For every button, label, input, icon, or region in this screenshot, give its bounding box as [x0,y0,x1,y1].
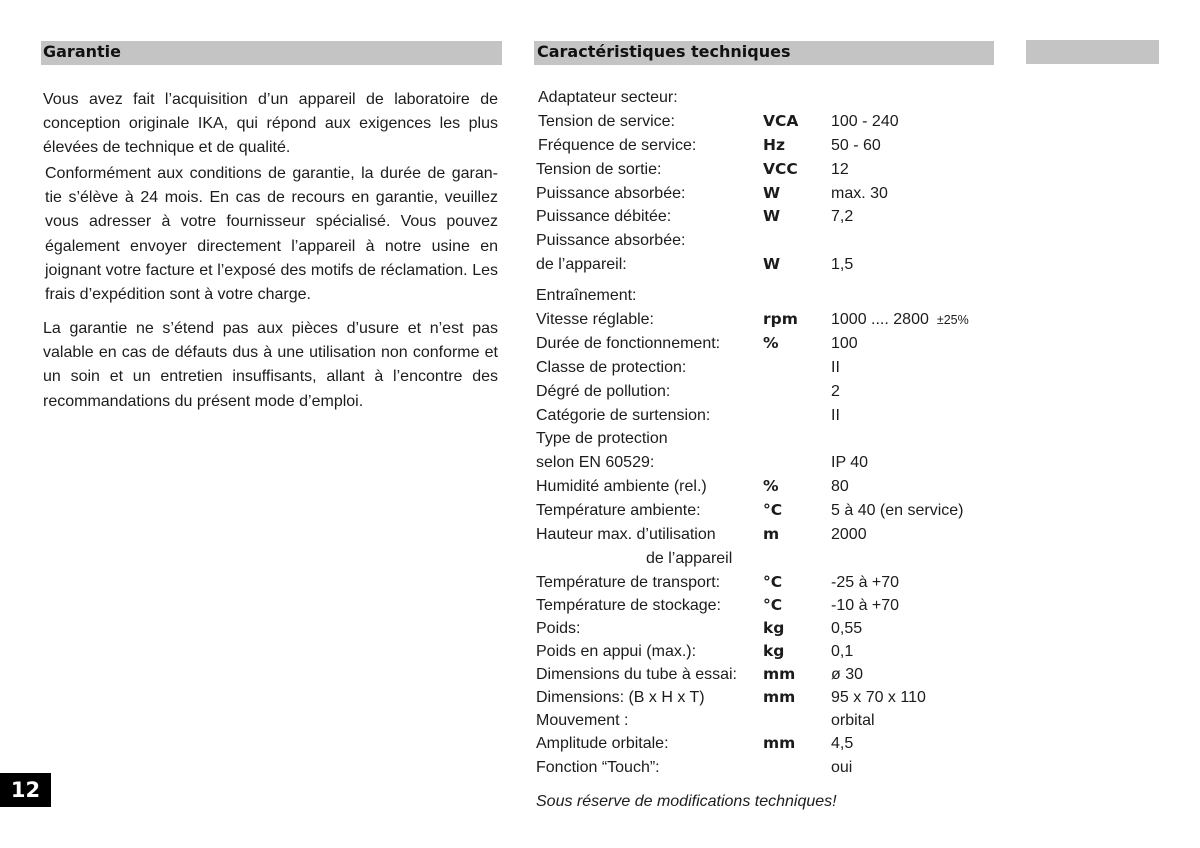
page-number: 12 [0,773,51,807]
spec-unit: mm [763,665,796,684]
spec-label: Humidité ambiente (rel.) [536,478,707,496]
spec-row [536,110,1006,134]
spec-value: 5 à 40 (en service) [831,502,964,520]
spec-row [536,686,1006,709]
spec-label: Puissance débitée: [536,208,672,226]
spec-label: Poids en appui (max.): [536,643,697,661]
spec-unit: m [763,525,780,544]
spec-value-text: 1000 .... 2800 [831,311,929,329]
section-title-specs: Caractéristiques techniques [537,42,791,61]
spec-value [831,308,969,333]
spec-label: Durée de fonctionnement: [536,334,721,352]
warranty-paragraph-1: Vous avez fait l’acquisition d’un appareil de laboratoire de conception originale IKA, qui répond aux exigences les plus élevées de technique et de qualité. [43,91,498,157]
spec-label: Vitesse réglable: [536,311,654,329]
spec-row [536,547,1006,571]
spec-value: 2 [831,382,840,400]
spec-label: Poids: [536,620,581,637]
spec-tolerance: ±25% [936,313,969,328]
spec-label: Amplitude orbitale: [536,735,669,753]
spec-value: 12 [831,160,849,178]
spec-label: Dimensions du tube à essai: [536,666,737,684]
section-title-garantie: Garantie [43,42,121,61]
spec-row [536,617,1006,640]
spec-label: Température de stockage: [536,596,721,614]
spec-row [536,229,1006,253]
spec-row [536,205,1006,229]
spec-unit: kg [763,619,785,637]
spec-label: Puissance absorbée: [536,184,686,202]
spec-unit: °C [763,595,783,614]
spec-label: Température de transport: [536,573,721,591]
spec-value: oui [831,758,853,776]
spec-value: II [831,358,840,376]
spec-unit: mm [763,688,796,707]
spec-unit: W [763,255,781,274]
spec-label: de l’appareil [646,549,733,567]
spec-row [536,332,1006,356]
spec-unit: Hz [763,135,785,154]
spec-row [536,427,1006,451]
spec-value: II [831,406,840,424]
spec-unit: % [763,333,779,352]
spec-unit: rpm [763,310,798,329]
spec-unit: °C [763,572,783,591]
spec-label: Puissance absorbée: [536,232,686,250]
spec-value: ø 30 [831,666,864,684]
spec-label: Température ambiente: [536,502,701,520]
spec-unit: W [763,207,781,226]
spec-label: Tension de service: [538,112,675,130]
spec-value: 7,2 [831,208,854,226]
spec-section-heading-text: Entraînement: [536,287,637,305]
spec-unit: % [763,477,779,496]
spec-label: Catégorie de surtension: [536,406,711,424]
spec-value: 100 - 240 [831,112,899,130]
spec-row [536,594,1006,617]
spec-label: Type de protection [536,430,668,448]
spec-row [536,663,1006,686]
spec-unit: kg [763,642,785,661]
spec-unit: mm [763,734,796,753]
spec-unit: W [763,183,781,202]
spec-value: 100 [831,334,858,352]
spec-unit: °C [763,501,783,520]
spec-label: Fréquence de service: [538,136,697,154]
spec-row [536,308,1006,332]
spec-value: orbital [831,712,875,730]
spec-row [536,756,1006,779]
spec-value: max. 30 [831,184,888,202]
spec-row [536,523,1006,547]
spec-row [536,182,1006,206]
spec-row [536,158,1006,182]
spec-label: Dégré de pollution: [536,382,671,400]
spec-unit: VCC [763,159,798,178]
spec-row [536,451,1006,475]
spec-row [536,356,1006,380]
spec-value: IP 40 [831,454,869,472]
spec-label: Hauteur max. d’utilisation [536,526,716,544]
spec-value: -10 à +70 [831,596,900,614]
spec-value: 4,5 [831,735,854,753]
spec-label: Fonction “Touch”: [536,758,660,776]
spec-value: 0,1 [831,643,854,661]
technical-specs-table [536,86,1006,779]
spec-row [536,475,1006,499]
spec-section-heading [536,284,1006,308]
spec-label: selon EN 60529: [536,454,655,472]
spec-label: Dimensions: (B x H x T) [536,689,705,707]
spec-label: Classe de protection: [536,358,687,376]
spec-value: -25 à +70 [831,573,900,591]
spec-row [536,709,1006,732]
warranty-paragraph-3: La garantie ne s’étend pas aux pièces d’usure et n’est pas valable en cas de défauts dus à une utilisation non conforme et un soin et un entretien insuffisants, allant à l’encontre des recommandations du présent mode d’emploi. [43,320,498,410]
spec-value: 2000 [831,526,867,544]
spec-value: 1,5 [831,256,854,274]
spec-row [536,253,1006,277]
spec-row [536,404,1006,428]
header-bar-blank [1026,40,1159,64]
spec-row [536,380,1006,404]
spec-row [536,640,1006,663]
spec-label: Tension de sortie: [536,160,662,178]
specs-footnote: Sous réserve de modifications techniques! [536,793,837,810]
spec-value: 80 [831,478,849,496]
spec-value: 50 - 60 [831,136,881,154]
spec-row [536,732,1006,755]
spec-row [536,134,1006,158]
spec-value: 0,55 [831,620,863,637]
spec-label: Mouvement : [536,712,629,730]
spec-section-heading [536,86,1006,110]
spec-unit: VCA [763,111,799,130]
spec-label: de l’appareil: [536,256,627,274]
spec-section-heading-text: Adaptateur secteur: [538,89,678,106]
spec-row [536,571,1006,594]
spec-value: 95 x 70 x 110 [831,689,926,707]
warranty-paragraph-2: Conformément aux conditions de garantie, la durée de garan-tie s’élève à 24 mois. En cas de recours en garantie, veuillez vous adresser à votre fournisseur spécialisé. Vous pouvez également envoyer directement l’appareil à notre usine en joignant votre facture et l’exposé des motifs de réclamation. Les frais d’expédition sont à votre charge. [45,165,498,304]
spec-row [536,499,1006,523]
